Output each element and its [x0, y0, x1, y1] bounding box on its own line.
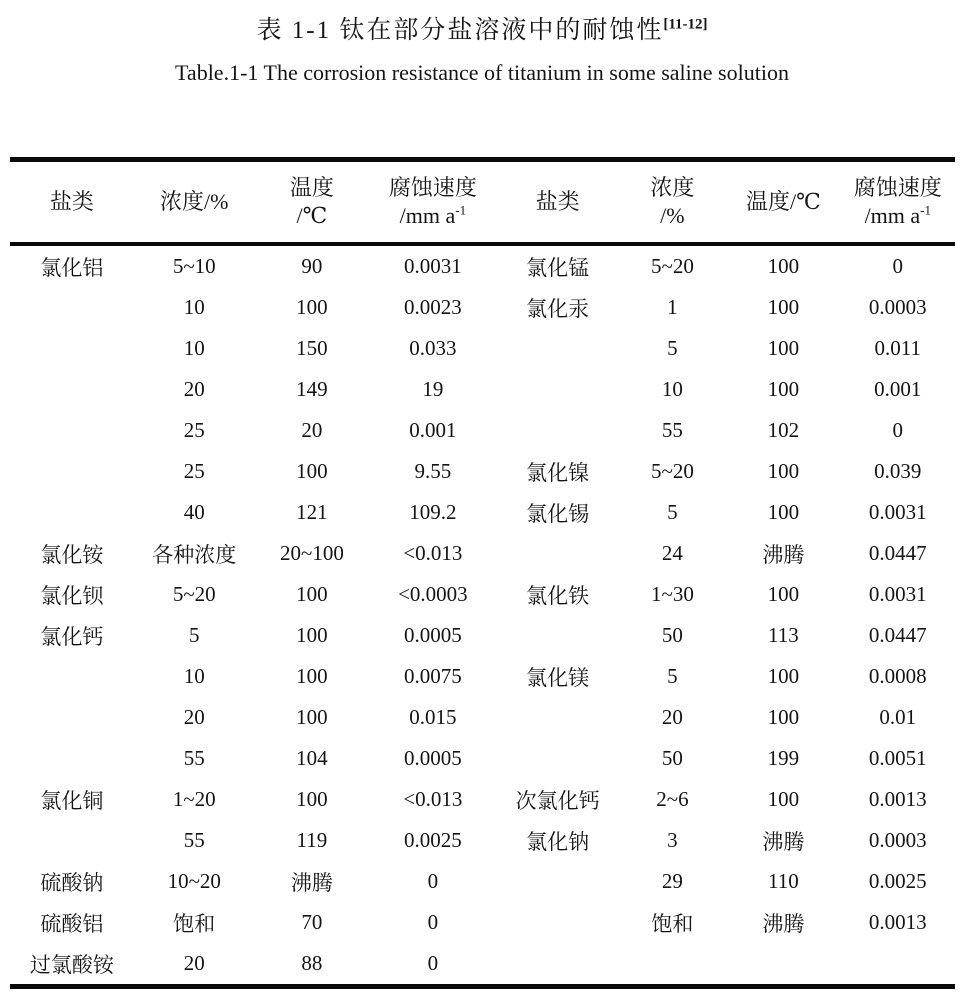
salt-name-cell [10, 328, 134, 369]
salt-name-cell: 氯化汞 [526, 296, 590, 321]
temperature-cell: 88 [301, 951, 323, 975]
salt-name-cell: 氯化钡 [40, 583, 104, 608]
temperature-cell: 110 [768, 869, 799, 893]
temperature-cell: 199 [767, 746, 800, 770]
concentration-cell: 饱和 [173, 911, 216, 936]
table-row-12 [10, 697, 955, 738]
table-row-17 [10, 902, 955, 943]
citation-superscript: [11-12] [663, 16, 708, 33]
temperature-cell: 沸腾 [762, 829, 805, 854]
corrosion-rate-cell: 0.039 [874, 459, 922, 483]
salt-name-cell [497, 328, 619, 369]
unit-superscript: -1 [455, 202, 467, 218]
salt-name-cell [10, 820, 134, 861]
concentration-cell: 5~20 [650, 254, 694, 278]
concentration-cell: 20 [183, 951, 205, 975]
concentration-cell: 55 [183, 746, 205, 770]
temperature-cell: 119 [296, 828, 328, 852]
temperature-cell: 100 [767, 295, 800, 319]
column-header-2 [255, 160, 369, 245]
salt-name-cell [497, 533, 619, 574]
concentration-cell: 5~10 [172, 254, 216, 278]
temperature-cell: 121 [296, 500, 328, 524]
temperature-cell: 100 [767, 582, 800, 606]
salt-name-cell [10, 410, 134, 451]
table-row-16 [10, 861, 955, 902]
table-caption-chinese-text: 表 1-1 钛在部分盐溶液中的耐蚀性 [256, 17, 664, 44]
temperature-cell: 100 [767, 254, 800, 278]
concentration-cell: 5 [667, 664, 678, 688]
temperature-cell: 100 [767, 787, 800, 811]
salt-name-cell: 过氯酸铵 [29, 952, 114, 977]
salt-name-cell: 氯化铜 [40, 788, 104, 813]
concentration-cell: 29 [661, 869, 683, 893]
salt-name-cell [10, 369, 134, 410]
concentration-cell: 10 [661, 377, 683, 401]
temperature-cell: 100 [767, 377, 800, 401]
concentration-cell: 1 [667, 295, 678, 319]
table-row-11 [10, 656, 955, 697]
corrosion-rate-cell: 0.0005 [403, 623, 462, 647]
column-header-unit: /% [660, 203, 685, 228]
temperature-cell: 20 [301, 418, 323, 442]
temperature-cell: 149 [296, 377, 328, 401]
corrosion-rate-cell: 19 [422, 377, 444, 401]
corrosion-rate-cell: 0.0003 [868, 828, 927, 852]
concentration-cell: 1~30 [650, 582, 694, 606]
temperature-cell: 100 [767, 336, 800, 360]
column-header-label: 温度/℃ [746, 189, 821, 214]
corrosion-rate-cell: 0.0447 [868, 623, 927, 647]
salt-name-cell [10, 697, 134, 738]
temperature-cell: 100 [296, 295, 328, 319]
concentration-cell: 55 [661, 418, 683, 442]
table-header [10, 160, 955, 245]
corrosion-rate-cell: 0 [427, 869, 439, 893]
corrosion-rate-cell: 0.0075 [403, 664, 462, 688]
salt-name-cell [497, 943, 619, 987]
corrosion-rate-cell: 0.011 [874, 336, 922, 360]
salt-name-cell [497, 697, 619, 738]
column-header-0 [10, 160, 134, 245]
table-row-15 [10, 820, 955, 861]
temperature-cell: 100 [767, 459, 800, 483]
temperature-cell: 100 [296, 664, 328, 688]
column-header-6 [726, 160, 840, 245]
column-header-label: 盐类 [49, 189, 94, 214]
salt-name-cell [497, 738, 619, 779]
salt-name-cell: 硫酸铝 [40, 911, 104, 936]
salt-name-cell: 氯化铝 [40, 255, 104, 280]
concentration-cell: 饱和 [651, 911, 694, 936]
corrosion-rate-cell: 0.0025 [403, 828, 462, 852]
table-row-1 [10, 244, 955, 287]
column-header-label: 盐类 [535, 189, 580, 214]
table-header-row [10, 160, 955, 245]
temperature-cell: 100 [296, 787, 328, 811]
salt-name-cell [497, 410, 619, 451]
salt-name-cell: 氯化钙 [40, 624, 104, 649]
column-header-label: 腐蚀速度 [853, 175, 942, 200]
salt-name-cell: 硫酸钠 [40, 870, 104, 895]
unit-superscript: -1 [920, 202, 932, 218]
corrosion-rate-cell [841, 943, 955, 987]
column-header-4 [497, 160, 619, 245]
corrosion-rate-cell: 109.2 [409, 500, 457, 524]
table-row-8 [10, 533, 955, 574]
corrosion-rate-cell: 0.015 [409, 705, 457, 729]
salt-name-cell [10, 287, 134, 328]
corrosion-rate-cell: 0.0025 [868, 869, 927, 893]
concentration-cell: 各种浓度 [152, 542, 237, 567]
corrosion-rate-cell: 0.0447 [868, 541, 927, 565]
corrosion-rate-cell: 0 [892, 254, 904, 278]
corrosion-rate-cell: 0.0031 [868, 582, 927, 606]
salt-name-cell: 氯化钠 [526, 829, 590, 854]
column-header-5 [619, 160, 727, 245]
concentration-cell: 5 [667, 336, 678, 360]
corrosion-rate-cell: 0.0023 [403, 295, 462, 319]
concentration-cell: 10~20 [167, 869, 221, 893]
corrosion-rate-cell: 0.0031 [403, 254, 462, 278]
concentration-cell: 1~20 [172, 787, 216, 811]
table-caption-chinese [0, 0, 964, 48]
table-row-10 [10, 615, 955, 656]
corrosion-rate-cell: 0 [427, 910, 439, 934]
salt-name-cell: 氯化铁 [526, 583, 590, 608]
salt-name-cell: 氯化铵 [40, 542, 104, 567]
corrosion-resistance-table [10, 157, 955, 989]
column-header-unit: /mm $a^{-1}$ [864, 202, 932, 228]
salt-name-cell: 氯化镍 [526, 460, 590, 485]
concentration-cell: 10 [183, 295, 205, 319]
concentration-cell: 10 [183, 664, 205, 688]
temperature-cell: 100 [767, 664, 800, 688]
table-caption-english: Table.1-1 The corrosion resistance of titanium in some saline solution [175, 60, 789, 85]
temperature-cell: 沸腾 [290, 870, 333, 895]
corrosion-rate-cell: 9.55 [414, 459, 452, 483]
temperature-cell: 104 [296, 746, 328, 770]
table-row-4 [10, 369, 955, 410]
concentration-cell: 5~20 [172, 582, 216, 606]
table-row-5 [10, 410, 955, 451]
corrosion-rate-cell: <0.013 [403, 541, 463, 565]
concentration-cell: 20 [183, 705, 205, 729]
table-body [10, 244, 955, 987]
corrosion-rate-cell: 0.0031 [868, 500, 927, 524]
corrosion-rate-cell: 0.0005 [403, 746, 462, 770]
table-row-14 [10, 779, 955, 820]
concentration-cell: 50 [661, 746, 683, 770]
concentration-cell: 24 [661, 541, 683, 565]
concentration-cell: 50 [661, 623, 683, 647]
corrosion-rate-cell: <0.0003 [398, 582, 468, 606]
temperature-cell: 100 [296, 459, 328, 483]
concentration-cell: 3 [667, 828, 678, 852]
column-header-7 [841, 160, 955, 245]
temperature-cell: 90 [301, 254, 323, 278]
corrosion-rate-cell: 0.0003 [868, 295, 927, 319]
temperature-cell: 100 [296, 582, 328, 606]
column-header-label: 浓度/% [160, 189, 229, 214]
table-row-2 [10, 287, 955, 328]
column-header-label: 腐蚀速度 [388, 175, 477, 200]
corrosion-rate-cell: <0.013 [403, 787, 463, 811]
corrosion-rate-cell: 0.001 [874, 377, 922, 401]
table-row-18 [10, 943, 955, 987]
salt-name-cell [10, 656, 134, 697]
corrosion-rate-cell: 0.033 [409, 336, 457, 360]
corrosion-rate-cell: 0 [427, 951, 439, 975]
concentration-cell: 5 [667, 500, 678, 524]
concentration-cell: 25 [183, 459, 205, 483]
corrosion-rate-cell: 0.0008 [868, 664, 927, 688]
temperature-cell [726, 943, 840, 987]
corrosion-rate-cell: 0 [892, 418, 904, 442]
concentration-cell [619, 943, 727, 987]
salt-name-cell: 次氯化钙 [515, 788, 600, 813]
salt-name-cell: 氯化锡 [526, 501, 590, 526]
concentration-cell: 40 [183, 500, 205, 524]
temperature-cell: 150 [296, 336, 328, 360]
salt-name-cell [497, 369, 619, 410]
concentration-cell: 20 [661, 705, 683, 729]
table-row-13 [10, 738, 955, 779]
temperature-cell: 20~100 [279, 541, 344, 565]
table-row-9 [10, 574, 955, 615]
corrosion-rate-cell: 0.0051 [868, 746, 927, 770]
corrosion-rate-cell: 0.001 [409, 418, 457, 442]
salt-name-cell [10, 492, 134, 533]
temperature-cell: 70 [301, 910, 323, 934]
salt-name-cell: 氯化镁 [526, 665, 590, 690]
salt-name-cell [497, 861, 619, 902]
corrosion-rate-cell: 0.0013 [868, 910, 927, 934]
temperature-cell: 沸腾 [762, 911, 805, 936]
salt-name-cell [497, 615, 619, 656]
column-header-unit: /℃ [296, 203, 328, 228]
temperature-cell: 100 [296, 623, 328, 647]
concentration-cell: 20 [183, 377, 205, 401]
concentration-cell: 5~20 [650, 459, 694, 483]
corrosion-rate-cell: 0.01 [879, 705, 917, 729]
temperature-cell: 113 [768, 623, 799, 647]
temperature-cell: 100 [296, 705, 328, 729]
temperature-cell: 102 [767, 418, 800, 442]
temperature-cell: 100 [767, 705, 800, 729]
temperature-cell: 沸腾 [762, 542, 805, 567]
concentration-cell: 5 [189, 623, 200, 647]
column-header-unit: /mm $a^{-1}$ [399, 202, 467, 228]
concentration-cell: 2~6 [656, 787, 689, 811]
table-row-3 [10, 328, 955, 369]
temperature-cell: 100 [767, 500, 800, 524]
salt-name-cell [497, 902, 619, 943]
concentration-cell: 25 [183, 418, 205, 442]
salt-name-cell: 氯化锰 [526, 255, 590, 280]
column-header-1 [134, 160, 255, 245]
corrosion-rate-cell: 0.0013 [868, 787, 927, 811]
column-header-label: 温度 [289, 175, 334, 200]
column-header-3 [369, 160, 497, 245]
salt-name-cell [10, 451, 134, 492]
column-header-label: 浓度 [650, 175, 695, 200]
salt-name-cell [10, 738, 134, 779]
concentration-cell: 10 [183, 336, 205, 360]
table-row-6 [10, 451, 955, 492]
table-row-7 [10, 492, 955, 533]
concentration-cell: 55 [183, 828, 205, 852]
